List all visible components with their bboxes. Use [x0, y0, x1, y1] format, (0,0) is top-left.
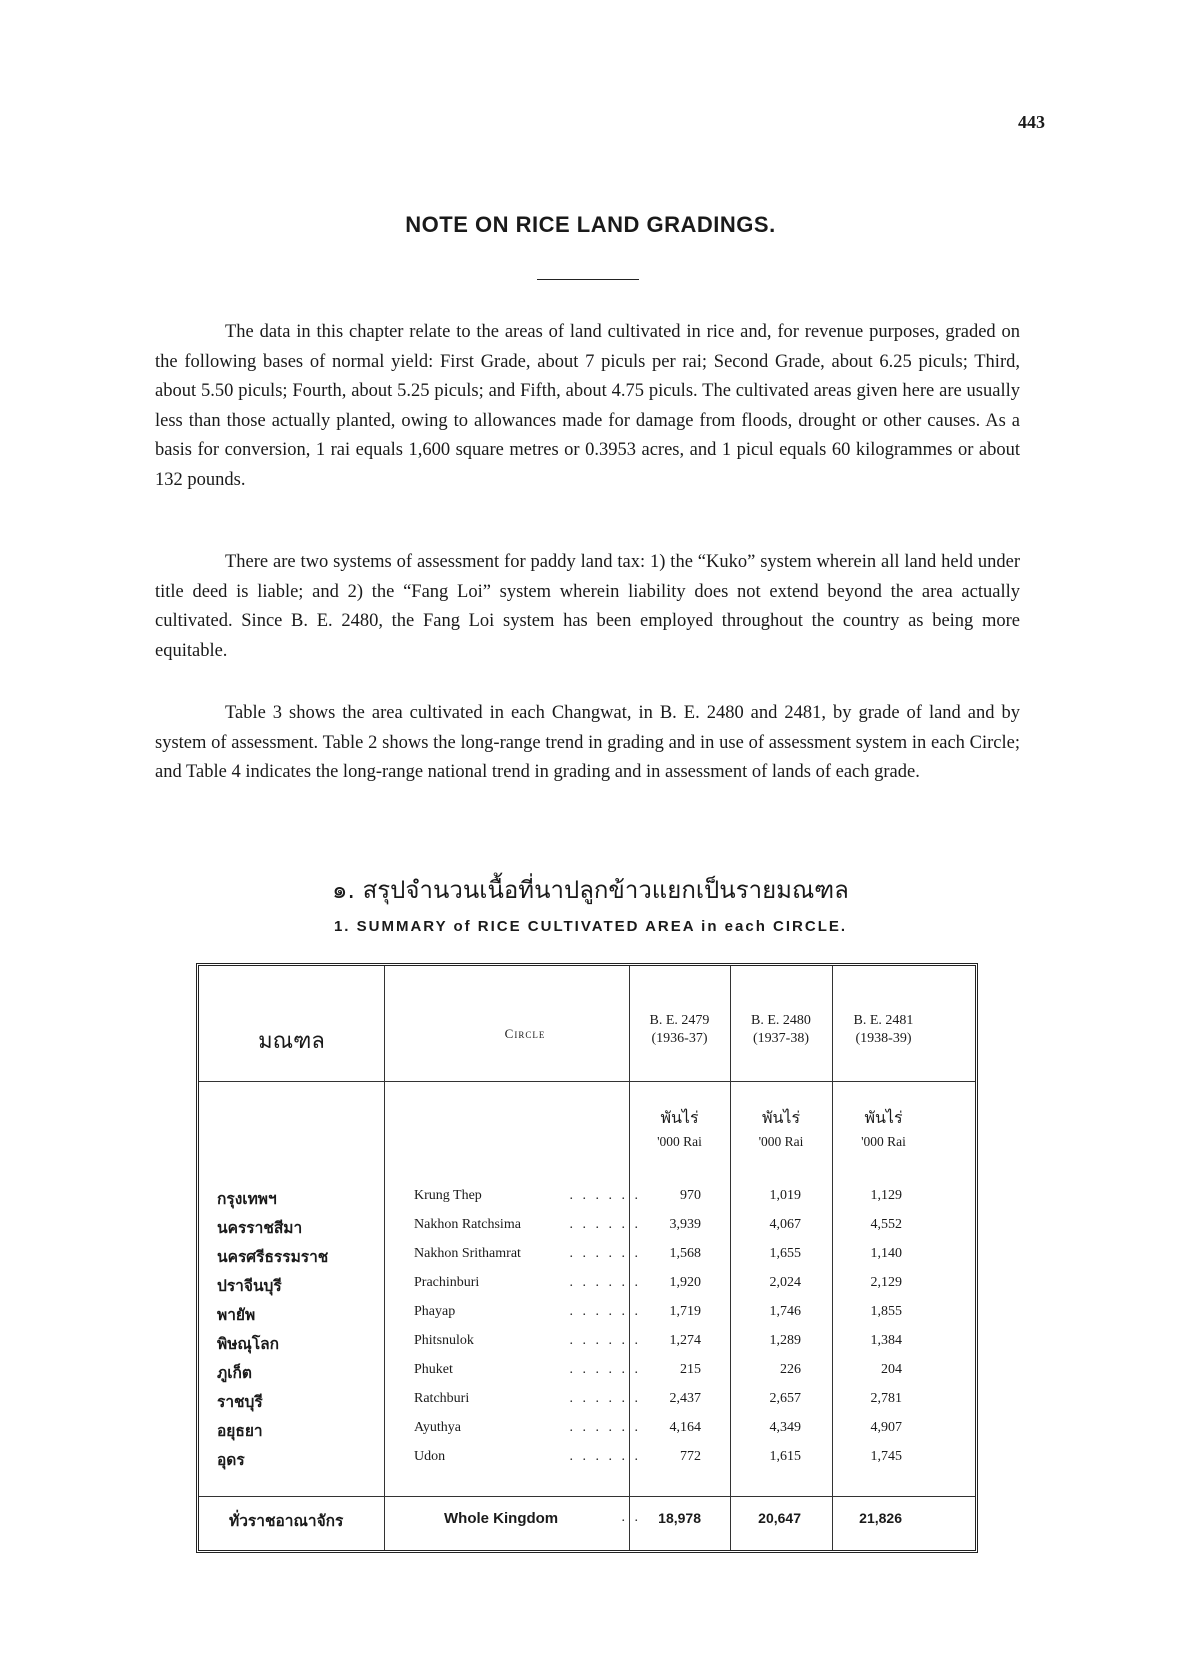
row-thai-name: ภูเก็ต — [217, 1364, 252, 1382]
header-year-2479 — [629, 1012, 730, 1048]
row-leader-dots: . . . . . . — [569, 1420, 641, 1435]
row-circle-name: Ratchburi — [414, 1391, 470, 1406]
total-label: Whole Kingdom — [444, 1510, 559, 1527]
row-value-2481: 1,384 — [870, 1333, 902, 1348]
row-thai-name: อยุธยา — [217, 1422, 263, 1440]
row-thai-name: พิษณุโลก — [217, 1335, 280, 1353]
row-value-2480: 4,349 — [769, 1420, 801, 1435]
row-value-2481: 1,129 — [870, 1188, 902, 1203]
year-be: B. E. 2480 — [751, 1013, 811, 1028]
row-circle-name: Krung Thep — [414, 1188, 482, 1203]
row-thai-name: กรุงเทพฯ — [217, 1190, 277, 1208]
row-value-2481: 2,129 — [870, 1275, 902, 1290]
row-value-2480: 1,655 — [769, 1246, 801, 1261]
row-leader-dots: . . . . . . — [569, 1333, 641, 1348]
unit-english: '000 Rai — [861, 1134, 906, 1149]
body-paragraph-3 — [155, 699, 1020, 788]
row-value-2480: 1,615 — [769, 1449, 801, 1464]
row-value-2479: 1,719 — [669, 1304, 701, 1319]
header-year-2481 — [832, 1012, 935, 1048]
unit-english: '000 Rai — [758, 1134, 804, 1149]
row-leader-dots: . . . . . . — [569, 1391, 641, 1406]
table-row — [199, 1213, 975, 1242]
header-circle: Circle — [504, 1026, 546, 1041]
row-value-2481: 204 — [881, 1362, 902, 1377]
paragraph-text: Table 3 shows the area cultivated in each Changwat, in B. E. 2480 and 2481, by grade of land and by system of assessment. Table 2 shows the long-range trend in grading and in use of assessment system in each Circle; and Table 4 indicates the long-range national trend in grading and in assessment of lands of each grade. — [155, 703, 1020, 782]
total-value-2481: 21,826 — [859, 1510, 902, 1526]
row-leader-dots: . . . . . . — [569, 1188, 641, 1203]
row-leader-dots: . . . . . . — [569, 1304, 641, 1319]
year-ad: (1937-38) — [753, 1031, 809, 1046]
header-divider — [199, 1081, 975, 1082]
row-circle-name: Prachinburi — [414, 1275, 480, 1290]
table-row — [199, 1387, 975, 1416]
row-circle-name: Phuket — [414, 1362, 453, 1377]
row-value-2481: 2,781 — [870, 1391, 902, 1406]
paragraph-text: There are two systems of assessment for paddy land tax: 1) the “Kuko” system wherein all land held under title deed is liable; and 2) the “Fang Loi” system wherein liability does not extend beyond the area actually cultivated. Since B. E. 2480, the Fang Loi system has been employed throughout the country as being more equitable. — [155, 552, 1020, 661]
row-value-2481: 1,855 — [870, 1304, 902, 1319]
year-be: B. E. 2481 — [853, 1013, 914, 1028]
row-value-2479: 4,164 — [669, 1420, 701, 1435]
row-leader-dots: . . . . . . — [569, 1449, 641, 1464]
row-value-2480: 2,657 — [769, 1391, 801, 1406]
unit-thai: พันไร่ — [864, 1108, 903, 1127]
page-number: 443 — [1018, 112, 1045, 132]
year-be: B. E. 2479 — [649, 1013, 710, 1028]
row-value-2479: 772 — [680, 1449, 701, 1464]
section-title-english: 1. SUMMARY of RICE CULTIVATED AREA in each CIRCLE. — [333, 918, 848, 935]
table-row — [199, 1445, 975, 1474]
row-value-2481: 1,140 — [870, 1246, 902, 1261]
row-value-2480: 1,289 — [769, 1333, 801, 1348]
row-value-2479: 1,568 — [669, 1246, 701, 1261]
table-row — [199, 1416, 975, 1445]
unit-english: '000 Rai — [657, 1134, 702, 1149]
row-value-2480: 226 — [780, 1362, 801, 1377]
row-value-2481: 4,907 — [870, 1420, 902, 1435]
row-value-2479: 1,920 — [669, 1275, 701, 1290]
year-ad: (1936-37) — [651, 1031, 708, 1046]
row-circle-name: Nakhon Ratchsima — [414, 1217, 521, 1232]
row-value-2481: 4,552 — [870, 1217, 902, 1232]
table-row — [199, 1300, 975, 1329]
row-leader-dots: . . . . . . — [569, 1362, 641, 1377]
table-total-row — [199, 1506, 975, 1535]
header-year-2480 — [730, 1012, 832, 1048]
row-leader-dots: . . . . . . — [569, 1217, 641, 1232]
row-thai-name: อุดร — [217, 1451, 245, 1469]
row-leader-dots: . . . . . . — [569, 1246, 641, 1261]
page-title: NOTE ON RICE LAND GRADINGS. — [405, 212, 776, 237]
total-value-2480: 20,647 — [758, 1510, 801, 1526]
table-row — [199, 1358, 975, 1387]
summary-table — [196, 963, 978, 1553]
unit-thai: พันไร่ — [761, 1108, 801, 1127]
row-value-2479: 3,939 — [669, 1217, 701, 1232]
row-leader-dots: . . . . . . — [569, 1275, 641, 1290]
row-circle-name: Phayap — [414, 1304, 456, 1319]
row-value-2480: 2,024 — [769, 1275, 801, 1290]
row-thai-name: พายัพ — [217, 1306, 256, 1324]
row-value-2479: 970 — [680, 1188, 701, 1203]
body-paragraph-1 — [155, 318, 1020, 495]
row-thai-name: ราชบุรี — [217, 1393, 263, 1411]
total-divider — [199, 1496, 975, 1497]
row-value-2481: 1,745 — [870, 1449, 902, 1464]
section-title-thai: ๑. สรุปจำนวนเนื้อที่นาปลูกข้าวแยกเป็นรายมณฑล — [332, 876, 849, 904]
row-thai-name: นครราชสีมา — [217, 1219, 303, 1237]
total-thai-name: ทั่วราชอาณาจักร — [229, 1512, 344, 1530]
row-circle-name: Phitsnulok — [414, 1333, 474, 1348]
row-value-2479: 2,437 — [669, 1391, 701, 1406]
title-divider — [537, 279, 639, 280]
row-value-2480: 1,746 — [769, 1304, 801, 1319]
body-paragraph-2 — [155, 548, 1020, 666]
year-ad: (1938-39) — [855, 1031, 912, 1046]
row-leader-dots: . . — [621, 1510, 641, 1525]
row-circle-name: Ayuthya — [414, 1420, 461, 1435]
paragraph-text: The data in this chapter relate to the areas of land cultivated in rice and, for revenue purposes, graded on the following bases of normal yield: First Grade, about 7 piculs per rai; Second Grade, about 6.25 piculs; Third, about 5.50 piculs; Fourth, about 5.25 piculs; and Fifth, about 4.75 piculs. The cultivated areas given here are usually less than those actually planted, owing to allowances made for damage from floods, drought or other causes. As a basis for conversion, 1 rai equals 1,600 square metres or 0.3953 acres, and 1 picul equals 60 kilogrammes or about 132 pounds. — [155, 322, 1020, 490]
table-row — [199, 1271, 975, 1300]
table-row — [199, 1242, 975, 1271]
total-value-2479: 18,978 — [658, 1510, 701, 1526]
row-value-2480: 4,067 — [769, 1217, 801, 1232]
table-row — [199, 1184, 975, 1213]
header-thai-circle: มณฑล — [258, 1029, 325, 1054]
row-circle-name: Nakhon Srithamrat — [414, 1246, 521, 1261]
row-thai-name: ปราจีนบุรี — [217, 1277, 282, 1295]
row-thai-name: นครศรีธรรมราช — [217, 1248, 329, 1266]
unit-thai: พันไร่ — [660, 1108, 699, 1127]
row-value-2479: 215 — [680, 1362, 701, 1377]
row-circle-name: Udon — [414, 1449, 446, 1464]
row-value-2480: 1,019 — [769, 1188, 801, 1203]
table-row — [199, 1329, 975, 1358]
row-value-2479: 1,274 — [669, 1333, 701, 1348]
